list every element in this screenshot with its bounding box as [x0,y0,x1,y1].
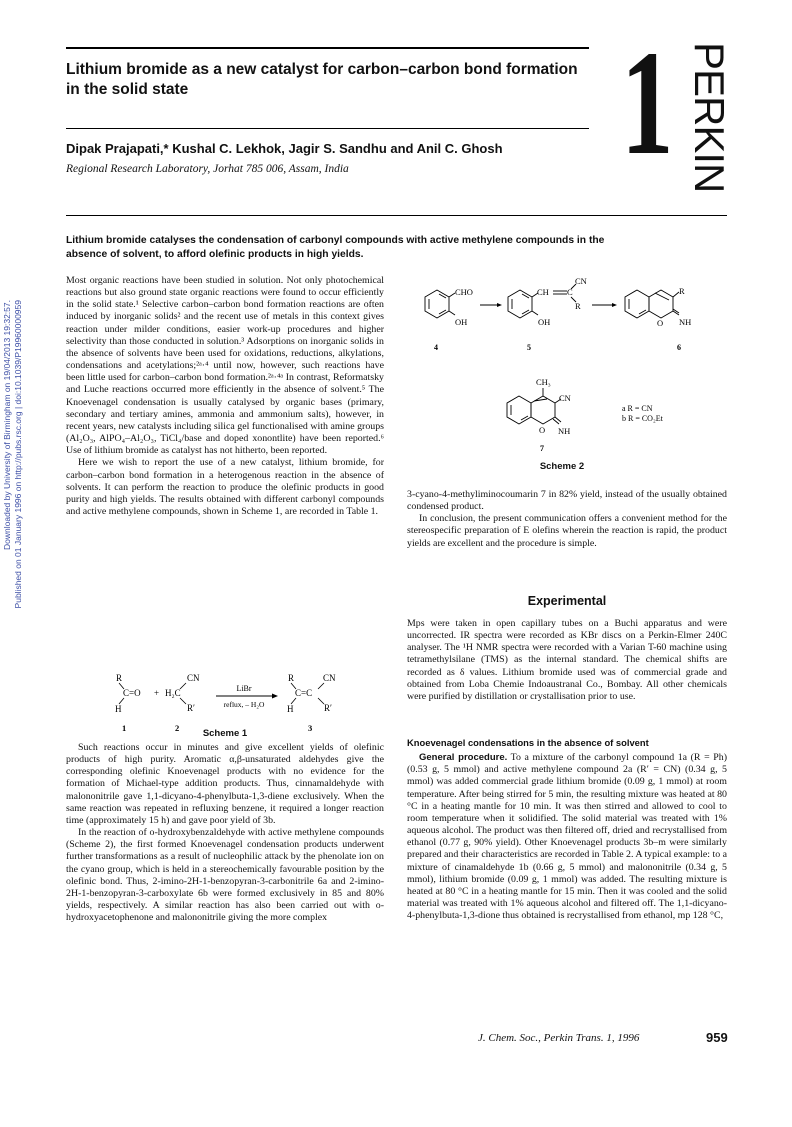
article-title: Lithium bromide as a new catalyst for carbon–carbon bond formation in the solid state [66,61,578,98]
scheme2-c5-CN: CN [575,278,587,286]
scheme1-p-Rp: R′ [324,703,332,713]
abstract: Lithium bromide catalyses the condensation of carbonyl compounds with active methylene compounds in the absence of solvent, to afford olefinic products in high yields. [66,235,605,260]
conclusion-paragraph: In conclusion, the present communication offers a convenient method for the stereospecific preparation of E olefins wherein the reaction is rapid, the product yields are excellent and the procedure is simple. [407,513,727,549]
scheme1-label: Scheme 1 [202,728,248,739]
scheme2-c4-num: 4 [434,343,438,352]
scheme1-r1-R: R [116,673,123,683]
top-rule [66,47,589,49]
scheme1-r1-CO: C=O [123,688,141,698]
intro-text [66,275,384,518]
perkin-logo [615,20,733,193]
scheme2-c6-num: 6 [677,343,681,352]
conclusion-paragraph: 3-cyano-4-methyliminocoumarin 7 in 82% yield, instead of the usually obtained condensed product. [407,489,727,513]
section-rule [66,215,727,216]
scheme1-p-H: H [287,704,294,714]
affiliation: Regional Research Laboratory, Jorhat 785 006, Assam, India [66,163,349,175]
general-procedure-text: To a mixture of the carbonyl compound 1a (R = Ph) (0.53 g, 5 mmol) and active methylene compound 2a (R′ = CN) (0.34 g, 5 mmol) was added commercial grade lithium bromide (0.09 g, 1 mmol) at room temperature. After being stirred for 5 min, the resulting mixture was heated at 80 °C in a heating mantle for 10 min. It was then stirred and allowed to cool to room temperature when it solidified. The solid material was treated with 1% aqueous alcohol. The product was then filtered off, dried and recrystallised from ethanol (0.77 g, 90% yield). Other Knoevenagel products 3b–m were similarly prepared and their characteristics are recorded in Table 2. A typical example: to a mixture of cinamaldehyde 1b (0.66 g, 5 mmol) and malononitrile (0.34 g, 5 mmol), lithium bromide (0.09 g, 1 mmol) was added. The resulting mixture is heated at 80 °C in a heating mantle for 15 min. Then it was cooled and the solid material was treated with 1% aqueous alcohol and filtered off. The 1,1-dicyano-4-phenylbuta-1,3-dione thus obtained is recrystallised from ethanol, mp 128 °C, [407,752,727,922]
scheme1-num-1: 1 [122,723,127,733]
discussion-paragraph: In the reaction of o-hydroxybenzaldehyde with active methylene compounds (Scheme 2), the first formed Knoevenagel condensation products underwent further transformations as a result of nucleophilic attack by the phenolate ion on the cyano group, which is held in a stereochemically favourable position by the olefinic bond. Thus, 2-imino-2H-1-benzopyran-3-carbonitrile 6a and 2-imino-2H-1-benzopyran-3-carboxylate 6b were formed exclusively in 85 and 80% yields, respectively. A similar reaction has also been carried out with o-hydroxyacetophenone and malononitrile giving the more complex [66,827,384,924]
perkin-logo-number: 1 [621,20,674,186]
scheme1-plus: + [154,688,160,698]
scheme2-c6-NH: NH [679,317,692,327]
procedure-paragraph [407,752,727,922]
discussion-paragraph: Such reactions occur in minutes and give excellent yields of olefinic products of high purity. Aromatic α,β-unsaturated aldehydes give the corresponding olefinic Knoevenagel products with no evidence for the formation of Michael-type addition products. Thus, cinnamaldehyde with malononitrile gave 1,1-dicyano-4-phenylbuta-1,3-diene exclusively. When the same reaction was repeated in refluxing benzene, it required a longer reaction time (approximately 15 h) and gave poor yield of 3b. [66,742,384,826]
scheme2-c7-CN: CN [559,393,571,403]
author-rule [66,128,589,129]
scheme1-num-3: 3 [308,723,313,733]
download-sidenote [0,300,24,680]
experimental-text [407,618,727,703]
scheme2-c7-CH3: CH₃ [536,377,551,387]
scheme1-reagent-bottom: reflux, – H₂O [223,700,265,709]
scheme2-legend-a: a R = CN [622,404,653,413]
scheme2-c5-CH: CH [537,287,549,297]
scheme2-c5-C: C [567,287,573,297]
experimental-paragraph: Mps were taken in open capillary tubes on a Buchi apparatus and were uncorrected. IR spectra were recorded as KBr discs on a Perkin-Elmer 240C analyser. The ¹H NMR spectra were recorded with a Varian T-60 machine using tetramethylsilane (TMS) as the internal standard. The chemical shifts are recorded as δ values. Lithium bromide used was of commercial grade and obtained from Loba Chemie Indoaustranal Co., Bombay. All other chemicals were purified by distillation or crystallisation prior to use. [407,618,727,702]
scheme1-r2-CN: CN [187,673,200,683]
scheme2-c7-O: O [539,425,546,435]
page-number: 959 [706,1030,728,1045]
procedure-subheading: Knoevenagel condensations in the absence of solvent [407,737,649,748]
scheme1-r2-H2C: H₂C [165,688,181,698]
procedure-text [407,737,727,922]
scheme2-c6-O: O [657,318,664,328]
scheme2-label: Scheme 2 [539,461,585,472]
discussion-text [66,742,384,924]
published-note: Published on 01 January 1996 on http://pubs.rsc.org | doi:10.1039/P19960000959 [13,300,23,609]
experimental-heading: Experimental [527,594,607,608]
scheme2-c7-num: 7 [540,444,544,453]
journal-citation: J. Chem. Soc., Perkin Trans. 1, 1996 [478,1032,640,1044]
intro-paragraph: Here we wish to report the use of a new catalyst, lithium bromide, for carbon–carbon bond formation in a heterogenous reaction in the absence of solvents. It can perform the reaction to produce the olefinic products in good purity and high yields. The results obtained with different carbonyl compounds and active methylene compounds, shown in Scheme 1, are recorded in Table 1. [66,457,384,517]
scheme1-num-2: 2 [175,723,180,733]
scheme2-c5-OH: OH [538,317,551,327]
scheme1-p-CN: CN [323,673,336,683]
author-list: Dipak Prajapati,* Kushal C. Lekhok, Jagir S. Sandhu and Anil C. Ghosh [66,141,503,156]
scheme2-legend-b: b R = CO₂Et [622,414,663,423]
scheme2-c6-R: R [679,286,685,296]
conclusion-text [407,489,727,550]
scheme2-c5-R: R [575,301,581,311]
scheme2-c7-NH: NH [558,426,571,436]
download-note: Downloaded by University of Birmingham on 19/04/2013 19:32:57. [2,300,12,550]
intro-paragraph: Most organic reactions have been studied in solution. Not only photochemical reactions but also ground state organic reactions were found to occur efficiently in the solid state.¹ Selective carbon–carbon bond formation reactions are often induced by inorganic solids² and the recent use of metals in this context gives reaction under milder conditions, easier work-up procedures and higher selectivity than those conducted in solution.³ Adsorptions on inorganic solids in the absence of solvents have been used for oxidations, reductions, alkylations, condensations and acetylations;²ᵃ·⁴ until now, however, such reactions have been little used for carbon–carbon bond formation.²ᵃ·⁴ᵃ In contrast, Reformatsky and Luche reactions occurred more efficiently in the absence of solvent.⁵ The Knoevenagel condensation is usually catalysed by organic bases (primary, secondary and tertiary amines, ammonia and ammonium salts), however, in recent years, new catalysts including silica gel functionalised with amine groups (Al₂O₃, AlPO₄–Al₂O₃, TiCl₄/base and doped xonontlite) have been reported.⁶ Use of lithium bromide as catalyst has not hitherto, been reported. [66,275,384,457]
scheme2-c4-OH: OH [455,317,468,327]
perkin-logo-word: PERKIN [686,42,733,193]
scheme-2 [407,278,727,478]
scheme1-p-CC: C=C [295,688,313,698]
scheme1-r2-R: R′ [187,703,195,713]
scheme2-c5-num: 5 [527,343,531,352]
general-procedure-label: General procedure. [419,752,508,764]
scheme1-r1-H: H [115,704,122,714]
scheme2-c4-CHO: CHO [455,287,473,297]
scheme1-p-R: R [288,673,295,683]
scheme1-reagent-top: LiBr [236,684,252,693]
